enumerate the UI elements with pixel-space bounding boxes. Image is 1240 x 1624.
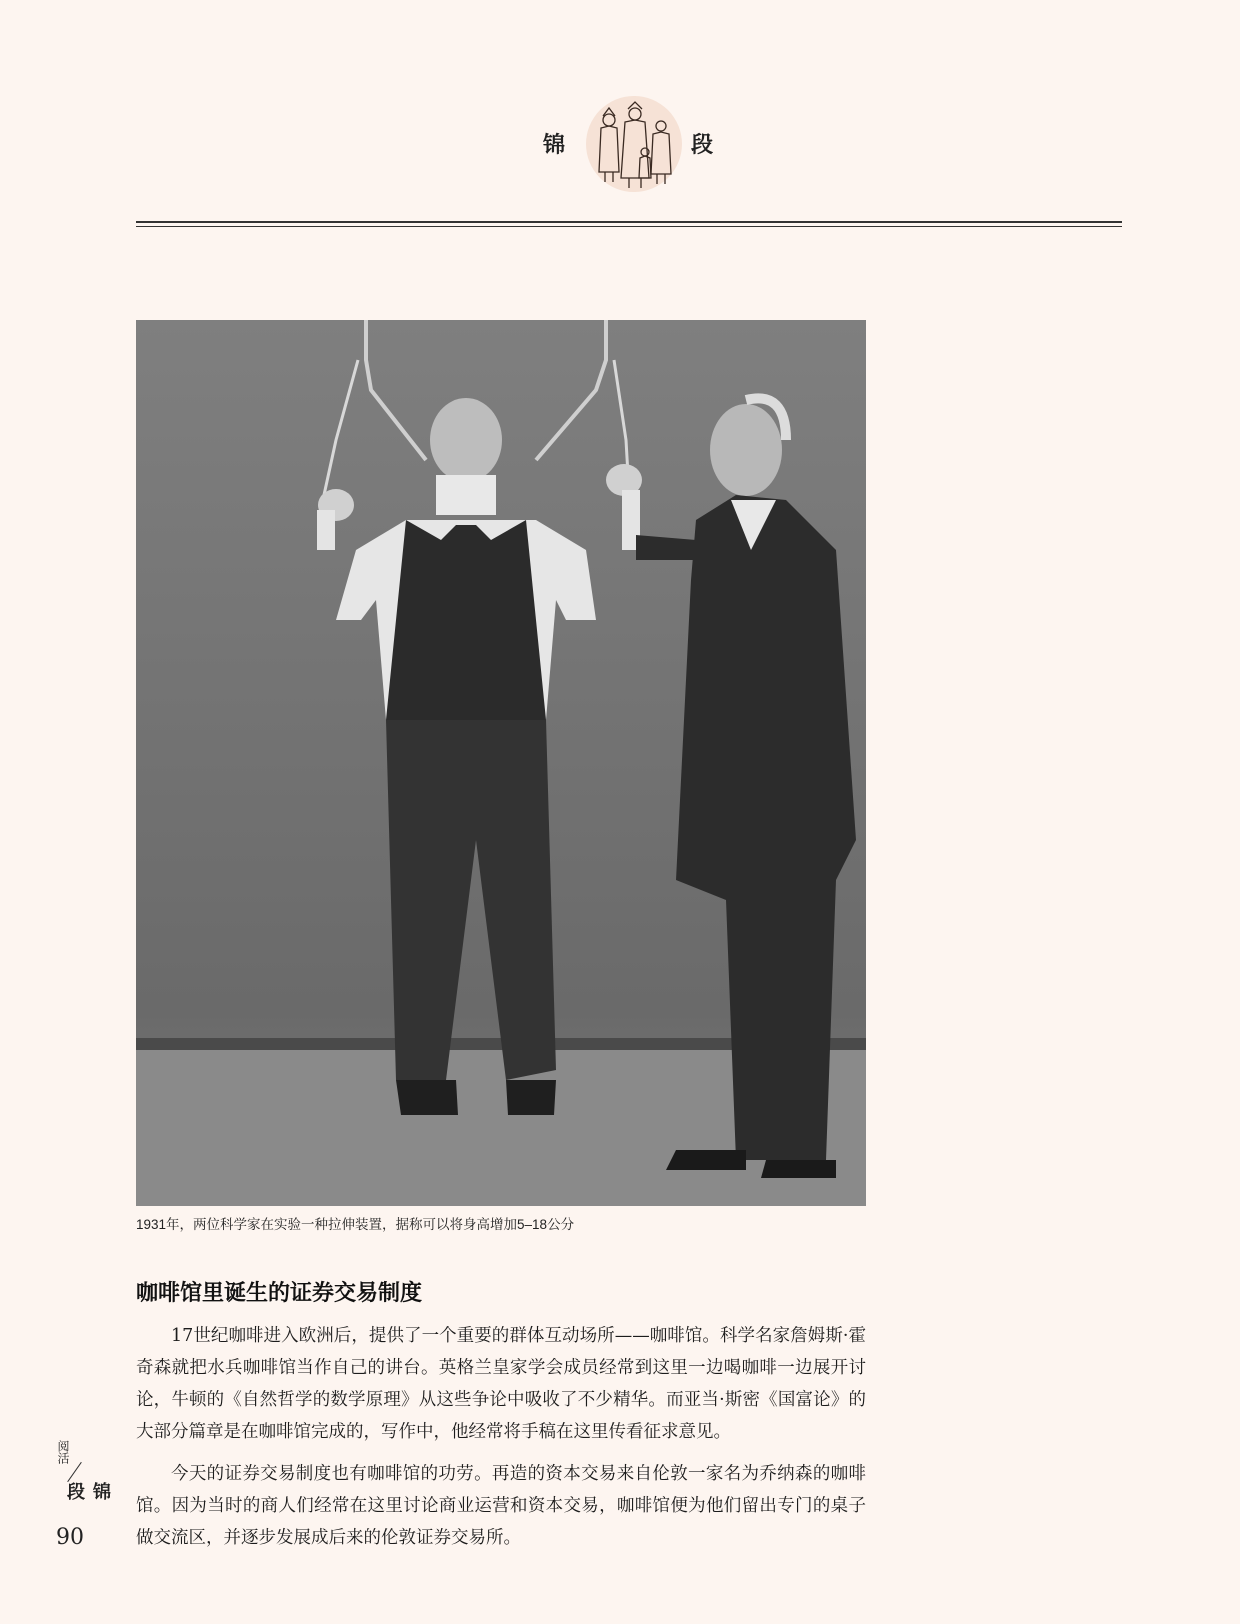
header-rule-thin [136,226,1122,227]
article-paragraph-2: 今天的证券交易制度也有咖啡馆的功劳。再造的资本交易来自伦敦一家名为乔纳森的咖啡馆。因为当时的商人们经常在这里讨论商业运营和资本交易，咖啡馆便为他们留出专门的桌子做交流区，并逐步发展成后来的伦敦证券交易所。 [136,1464,866,1548]
side-label-divider [67,1462,82,1482]
side-label-big: 锦段 [64,1482,111,1500]
magazine-side-label [56,1440,111,1500]
article-heading: 咖啡馆里诞生的证券交易制度 [136,1280,423,1306]
header-left-char: 锦 [543,132,566,158]
photo-illustration [136,320,866,1206]
page-header [0,88,1240,198]
article-paragraph-1: 17世纪咖啡进入欧洲后，提供了一个重要的群体互动场所——咖啡馆。科学名家詹姆斯·霍奇森就把水兵咖啡馆当作自己的讲台。英格兰皇家学会成员经常到这里一边喝咖啡一边展开讨论，牛顿的《自然哲学的数学原理》从这些争论中吸收了不少精华。而亚当·斯密《国富论》的大部分篇章是在咖啡馆完成的，写作中，他经常将手稿在这里传看征求意见。 [136,1326,866,1442]
header-right-char: 段 [691,132,714,158]
header-rule-thick [136,221,1122,223]
article-photo [136,320,866,1206]
page-number: 90 [56,1525,84,1550]
figures-emblem-icon [585,94,683,194]
side-label-small: 阅活 [56,1440,70,1464]
photo-caption: 1931年，两位科学家在实验一种拉伸装置，据称可以将身高增加5–18公分 [136,1217,575,1232]
